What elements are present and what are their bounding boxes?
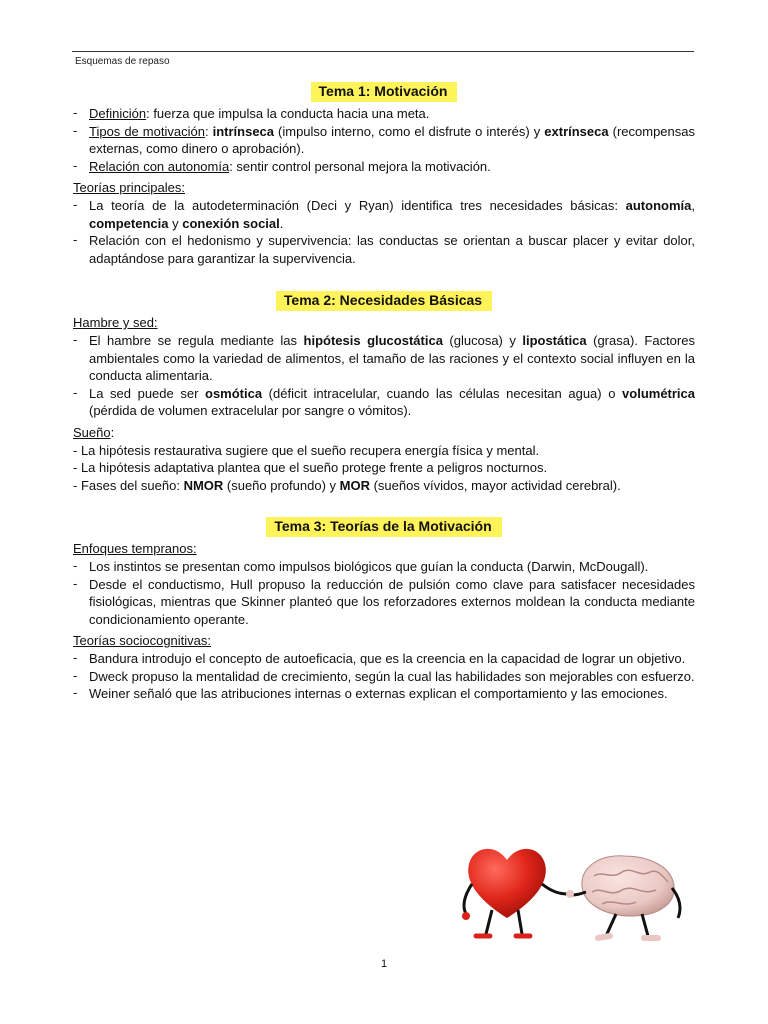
list-item — [73, 477, 695, 495]
subsection-heading: Teorías sociocognitivas: — [73, 633, 212, 648]
item-text: , — [691, 198, 695, 213]
list-item: - Bandura introdujo el concepto de autoeficacia, que es la creencia en la capacidad de lograr un objetivo. — [73, 650, 695, 668]
definition-list — [73, 105, 695, 175]
list-item — [73, 332, 695, 385]
heart-character-icon — [462, 849, 568, 936]
list-item: - Desde el conductismo, Hull propuso la reducción de pulsión como clave para satisfacer necesidades fisiológicas, mientras que Skinner planteó que los reforzadores externos moldean la conducta mediante condicionamiento operante. — [73, 576, 695, 629]
item-text: La sed puede ser — [89, 385, 205, 401]
item-text: (pérdida de volumen extracelular por sangre o vómitos). — [89, 403, 412, 418]
heading-label: Sueño — [73, 424, 111, 440]
item-text: : sentir control personal mejora la motivación. — [229, 158, 491, 174]
early-approaches-list — [73, 558, 695, 628]
section-title-text: Tema 3: Teorías de la Motivación — [266, 517, 501, 537]
bold-term: intrínseca — [212, 123, 275, 139]
header-rule — [72, 51, 694, 52]
subsection-heading: Hambre y sed: — [73, 315, 158, 330]
theory-list — [73, 197, 695, 267]
list-item: - Dweck propuso la mentalidad de crecimiento, según la cual las habilidades son mejorables con esfuerzo. — [73, 668, 695, 686]
list-item — [73, 385, 695, 420]
item-text: y — [168, 215, 183, 231]
bold-term: autonomía — [625, 198, 692, 213]
item-text: El hambre se regula mediante las — [89, 333, 304, 348]
page-number: 1 — [380, 958, 388, 970]
list-item: - Relación con el hedonismo y supervivencia: las conductas se orientan a buscar placer y evitar dolor, adaptándose para garantizar la supervivencia. — [73, 232, 695, 267]
sleep-list — [73, 442, 695, 495]
section-tema-3 — [73, 517, 695, 703]
brain-character-icon — [566, 856, 680, 938]
bold-term: osmótica — [205, 385, 263, 401]
term-label: Tipos de motivación — [89, 123, 205, 139]
item-text: (déficit intracelular, cuando las células necesitan agua) o — [262, 385, 623, 401]
list-item: - Weiner señaló que las atribuciones internas o externas explican el comportamiento y las emociones. — [73, 685, 695, 703]
bold-term: lipostática — [522, 333, 587, 348]
list-item: - La hipótesis adaptativa plantea que el sueño protege frente a peligros nocturnos. — [73, 460, 548, 475]
header-title: Esquemas de repaso — [75, 56, 170, 67]
bold-term: hipótesis glucostática — [303, 333, 443, 348]
item-text: (glucosa) y — [442, 333, 523, 348]
item-text: (sueño profundo) y — [223, 477, 340, 493]
item-text: : fuerza que impulsa la conducta hacia una meta. — [146, 106, 430, 121]
section-title — [73, 82, 695, 102]
subsection-heading — [73, 424, 695, 442]
item-text: (sueños vívidos, mayor actividad cerebral). — [369, 477, 621, 493]
item-text: . — [279, 215, 284, 231]
item-text: (impulso interno, como el disfrute o interés) y — [274, 123, 545, 139]
list-item: - Los instintos se presentan como impulsos biológicos que guían la conducta (Darwin, McDougall). — [73, 558, 695, 576]
item-text: La teoría de la autodeterminación (Deci y Ryan) identifica tres necesidades básicas: — [89, 198, 626, 213]
section-tema-2 — [73, 291, 695, 494]
list-item — [73, 105, 695, 123]
term-label: Definición — [89, 106, 147, 121]
sociocognitive-list — [73, 650, 695, 703]
list-item — [73, 123, 695, 158]
heart-brain-illustration — [452, 836, 692, 946]
bold-term: NMOR — [183, 477, 224, 493]
bold-term: MOR — [339, 477, 370, 493]
subsection-heading: Enfoques tempranos: — [73, 541, 197, 556]
list-item — [73, 158, 695, 176]
list-item: - La hipótesis restaurativa sugiere que el sueño recupera energía física y mental. — [73, 442, 540, 458]
term-label: Relación con autonomía — [89, 158, 230, 174]
section-title-text: Tema 1: Motivación — [311, 82, 458, 102]
section-title — [73, 517, 695, 537]
document-body — [73, 82, 695, 703]
section-title-text: Tema 2: Necesidades Básicas — [276, 291, 492, 311]
bold-term: extrínseca — [544, 123, 609, 139]
heading-colon: : — [110, 424, 115, 440]
section-tema-1 — [73, 82, 695, 267]
item-text: : — [204, 123, 213, 139]
bold-term: competencia — [89, 215, 169, 231]
bold-term: volumétrica — [622, 385, 696, 401]
subsection-heading: Teorías principales: — [73, 180, 185, 195]
item-text: (grasa). Factores ambientales como la variedad de alimentos, el tamaño de las raciones y el contexto social influyen en la conducta alimentaria. — [89, 333, 695, 383]
hunger-thirst-list — [73, 332, 695, 420]
bold-term: conexión social — [182, 215, 280, 231]
item-text: - Fases del sueño: — [73, 477, 184, 493]
item-text: (recompensas externas, como dinero o aprobación). — [89, 123, 695, 156]
section-title — [73, 291, 695, 311]
list-item — [73, 197, 695, 232]
